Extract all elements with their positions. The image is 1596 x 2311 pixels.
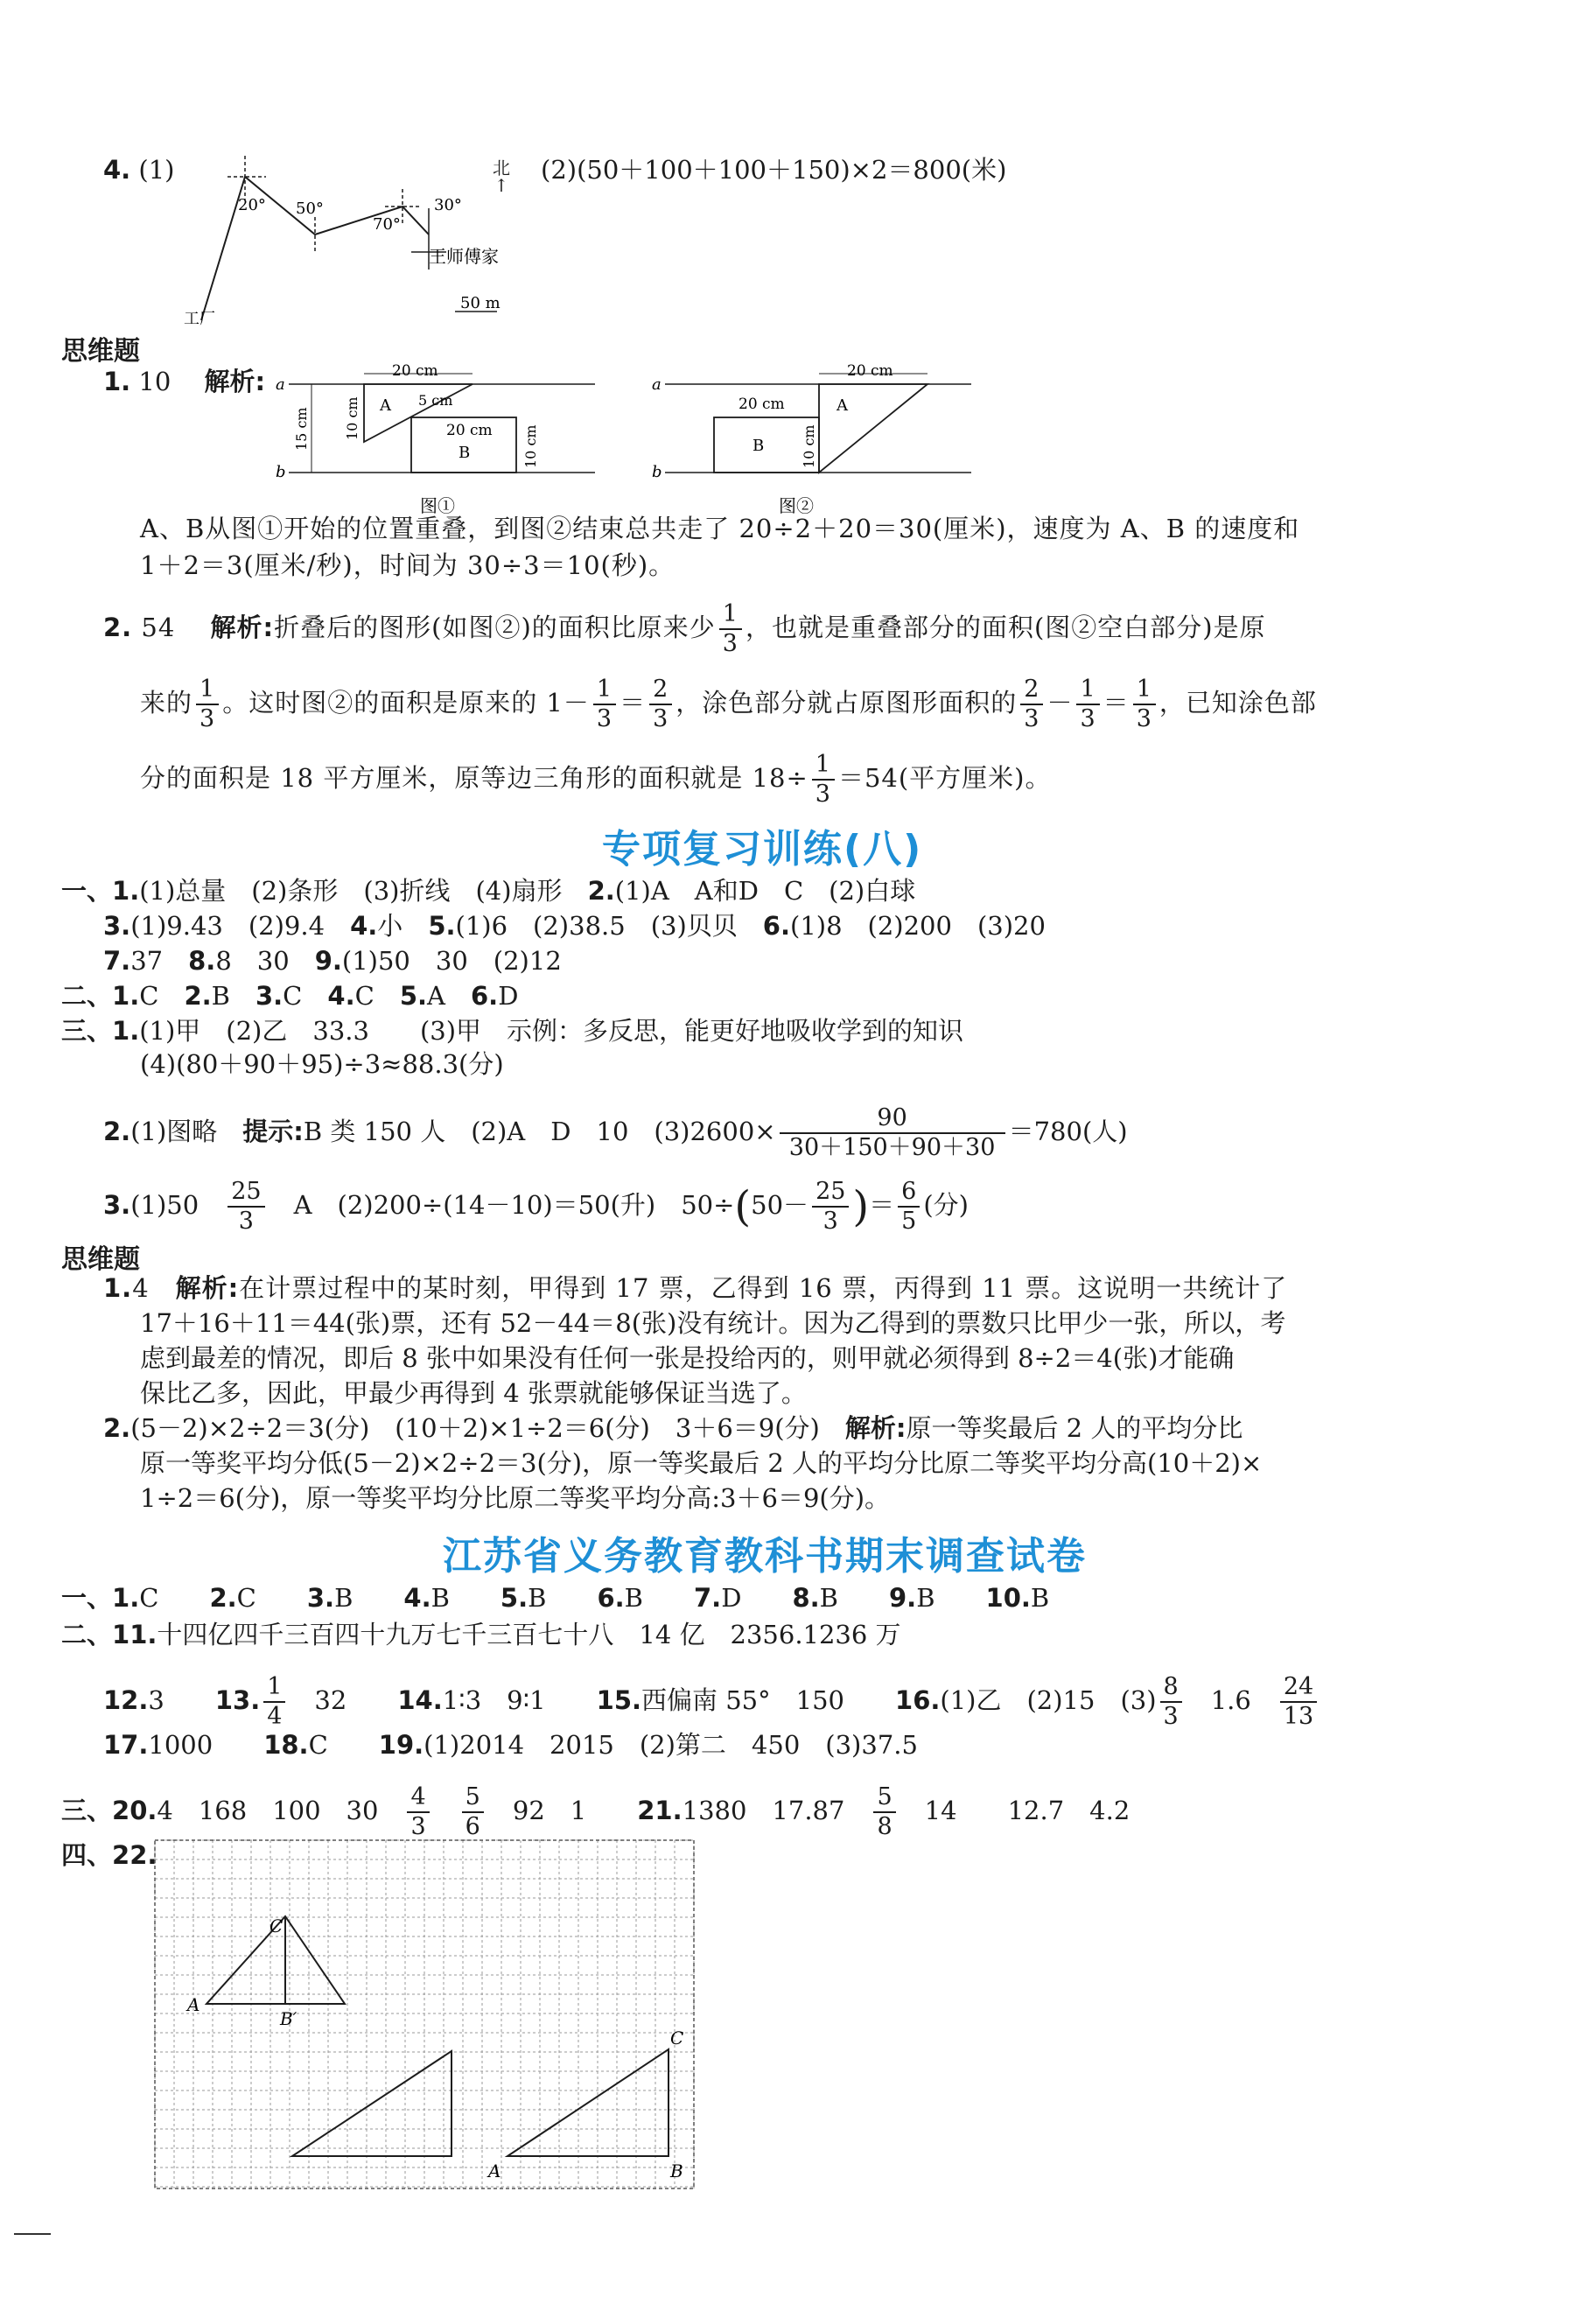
- home-label: 王师傅家: [429, 246, 499, 267]
- compass-north-label: 北: [493, 158, 510, 179]
- svg-text:10 cm: 10 cm: [801, 424, 817, 468]
- thinking2-q2-line3: 1÷2＝6(分)，原一等奖平均分比原二等奖平均分高:3＋6＝9(分)。: [140, 1483, 891, 1513]
- figure-1: [271, 363, 604, 521]
- s8-row4: 二、1.C 2.B 3.C 4.C 5.A 6.D: [61, 981, 519, 1011]
- svg-text:B: B: [670, 2160, 683, 2181]
- exam-row5: 三、20.4 168 100 30 $\frac{4}{3}$ $\frac{5}{6}$ 92 1 21.1380 17.87 $\frac{5}{8}$ 14 12.7 4.2: [61, 1783, 1130, 1840]
- angle-label-3: 70°: [373, 215, 401, 234]
- svg-text:15 cm: 15 cm: [293, 407, 310, 451]
- svg-text:B: B: [458, 444, 471, 462]
- analysis-label: 解析:: [204, 367, 266, 396]
- s8-row6: (4)(80＋90＋95)÷3≈88.3(分): [140, 1049, 504, 1079]
- svg-text:20 cm: 20 cm: [392, 363, 438, 380]
- thinking2-q1-line4: 保比乙多，因此，甲最少再得到 4 张票就能够保证当选了。: [140, 1378, 807, 1408]
- svg-text:b: b: [276, 463, 286, 481]
- section-heading-review-8: 专项复习训练(八): [602, 827, 923, 872]
- svg-text:A: A: [187, 1994, 200, 2015]
- angle-label-2: 50°: [296, 200, 324, 218]
- section-heading-final-exam: 江苏省义务教育教科书期末调查试卷: [443, 1534, 1087, 1579]
- fraction: $\frac{1}{3}$: [719, 600, 742, 658]
- svg-text:b: b: [652, 463, 662, 481]
- route-diagram: [175, 147, 542, 331]
- svg-text:A: A: [488, 2160, 501, 2181]
- svg-text:20 cm: 20 cm: [446, 422, 493, 439]
- svg-text:20 cm: 20 cm: [738, 396, 785, 413]
- svg-text:C: C: [270, 1915, 284, 1936]
- svg-text:C: C: [670, 2027, 684, 2048]
- thinking2-q1-line2: 17＋16＋11＝44(张)票，还有 52－44＝8(张)没有统计。因为乙得到的票数只比甲少一张，所以，考: [140, 1308, 1286, 1338]
- thinking1-q1-header: 1. 10 解析:: [103, 367, 266, 396]
- s8-row3: 7.37 8.8 30 9.(1)50 30 (2)12: [103, 946, 562, 976]
- svg-text:10 cm: 10 cm: [344, 396, 360, 440]
- exam-row4: 17.1000 18.C 19.(1)2014 2015 (2)第二 450 (3)37.5: [103, 1730, 918, 1760]
- thinking1-q2-line2: 来的 $\frac{1}{3}$ 。这时图②的面积是原来的 1－ $\frac{1}{3}$ ＝ $\frac{2}{3}$ ，涂色部分就占原图形面积的 $\frac{2}{3}$ － $\frac{1}{3}$ ＝ $\frac{1}{3}$ ，已知涂色部: [140, 676, 1317, 732]
- s8-row7: 2.(1)图略 提示:B 类 150 人 (2)A D 10 (3)2600× $\frac{90}{30+150+90+30}$ ＝780(人): [103, 1104, 1128, 1161]
- svg-text:A: A: [380, 396, 391, 415]
- north-arrow-icon: ↑: [494, 175, 509, 196]
- thinking1-q2-line3: 分的面积是 18 平方厘米，原等边三角形的面积就是 18÷ $\frac{1}{3}$ ＝54(平方厘米)。: [140, 751, 1052, 808]
- compass: [488, 154, 514, 196]
- figure-2-caption: 图②: [779, 495, 814, 516]
- svg-text:a: a: [276, 375, 285, 394]
- angle-label-4: 30°: [434, 196, 462, 214]
- exam-row6: 四、22.: [61, 1840, 158, 1870]
- svg-text:a: a: [652, 375, 662, 394]
- footer-rule: [14, 2233, 51, 2235]
- s8-row1: 一、1.(1)总量 (2)条形 (3)折线 (4)扇形 2.(1)A A和D C (2)白球: [61, 876, 916, 906]
- s8-row5: 三、1.(1)甲 (2)乙 33.3 (3)甲 示例：多反思，能更好地吸收学到的知识: [61, 1016, 964, 1046]
- s8-row2: 3.(1)9.43 (2)9.4 4.小 5.(1)6 (2)38.5 (3)贝贝 6.(1)8 (2)200 (3)20: [103, 911, 1046, 941]
- thinking2-q2-line1: 2.(5－2)×2÷2＝3(分) (10＋2)×1÷2＝6(分) 3＋6＝9(分) 解析:原一等奖最后 2 人的平均分比: [103, 1413, 1243, 1443]
- svg-text:10 cm: 10 cm: [522, 424, 539, 468]
- svg-text:20 cm: 20 cm: [847, 363, 893, 380]
- q4-part1: (1): [138, 155, 175, 185]
- thinking2-q1-line1: 1.4 解析:在计票过程中的某时刻，甲得到 17 票，乙得到 16 票，丙得到 11 票。这说明一共统计了: [103, 1273, 1288, 1303]
- figure-2: [648, 363, 980, 521]
- factory-label: 工厂: [184, 310, 215, 328]
- thinking2-q2-line2: 原一等奖平均分低(5－2)×2÷2＝3(分)，原一等奖最后 2 人的平均分比原二等奖平均分高(10＋2)×: [140, 1448, 1263, 1478]
- exam-row3: 12.3 13. $\frac{1}{4}$ 32 14.1∶3 9∶1 15.西偏南 55° 150 16.(1)乙 (2)15 (3) $\frac{8}{3}$ 1.6 $\frac{24}{13}$: [103, 1673, 1320, 1731]
- q4-number: 4.: [103, 155, 131, 185]
- thinking1-q1-text1: A、B从图①开始的位置重叠，到图②结束总共走了 20÷2＋20＝30(厘米)，速度为 A、B 的速度和: [140, 514, 1300, 543]
- grid-figure: [154, 1839, 696, 2191]
- s8-row8: 3.(1)50 $\frac{25}{3}$ A (2)200÷(14－10)＝50(升) 50÷(50－ $\frac{25}{3}$ )＝ $\frac{6}{5}$ (分): [103, 1178, 969, 1235]
- svg-text:A: A: [836, 396, 848, 415]
- q4-part2: (2)(50＋100＋100＋150)×2＝800(米): [541, 155, 1007, 185]
- svg-text:5 cm: 5 cm: [418, 392, 453, 409]
- q4-row: [103, 154, 175, 186]
- thinking1-q1-text2: 1＋2＝3(厘米/秒)，时间为 30÷3＝10(秒)。: [140, 550, 676, 580]
- angle-label-1: 20°: [238, 196, 266, 214]
- scale-label: 50 m: [460, 294, 500, 312]
- thinking2-q1-line3: 虑到最差的情况，即后 8 张中如果没有任何一张是投给丙的，则甲就必须得到 8÷2＝4(张)才能确: [140, 1343, 1235, 1373]
- svg-text:B: B: [752, 437, 765, 455]
- exam-row1: 一、1.C 2.C 3.B 4.B 5.B 6.B 7.D 8.B 9.B 10.B: [61, 1583, 1050, 1613]
- svg-text:B′: B′: [280, 2008, 298, 2029]
- section-title-thinking-2: 思维题: [61, 1244, 140, 1275]
- thinking1-q2-line1: 2. 54 解析:折叠后的图形(如图②)的面积比原来少 $\frac{1}{3}$ ，也就是重叠部分的面积(图②空白部分)是原: [103, 600, 1266, 657]
- figure-1-caption: 图①: [420, 495, 455, 516]
- section-title-thinking-1: 思维题: [61, 336, 140, 367]
- exam-row2: 二、11.十四亿四千三百四十九万七千三百七十八 14 亿 2356.1236 万: [61, 1620, 901, 1649]
